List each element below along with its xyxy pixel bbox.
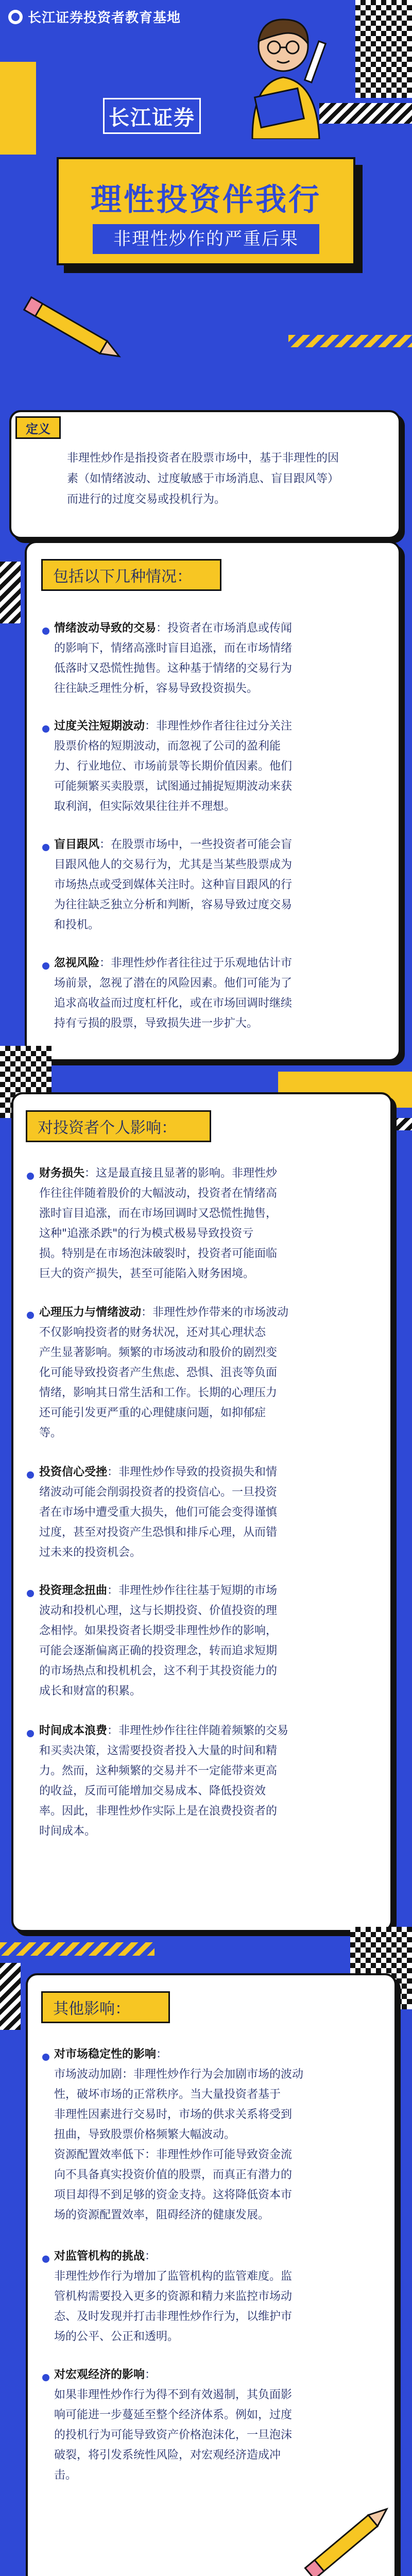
item-line: 绪波动可能会削弱投资者的投资信心。一旦投资 [39, 1486, 278, 1499]
item-line: 这种"追涨杀跌"的行为模式极易导致投资亏 [39, 1227, 254, 1240]
item-line: 巨大的资产损失，甚至可能陷入财务困境。 [39, 1267, 255, 1280]
item-line: 场的公平、公正和透明。 [54, 2330, 179, 2343]
item-line: 扭曲，导致股票价格频繁大幅波动。 [54, 2128, 236, 2141]
item-line: 不仅影响投资者的财务状况，还对其心理状态 [39, 1326, 266, 1339]
item-line: 响可能进一步蔓延至整个经济体系。例如，过度 [54, 2409, 293, 2421]
definition-text [67, 448, 386, 510]
item-line: 力、行业地位、市场前景等长期价值因素。他们 [54, 760, 293, 773]
list-item: 投资理念扭曲：非理性炒作往往基于短期的市场 波动和投机心理，这与长期投资、价值投资的理 念相悖。如果投资者长期受非理性炒作的影响， 可能会逐渐偏离正确的投资理念，转而追求短期 的市场热点和投机机会，这不利于其投资能力的 成长和财富的积累。 [39, 1581, 379, 1701]
list-item: 时间成本浪费：非理性炒作往往伴随着频繁的交易 和买卖决策，这需要投资者投入大量的时间和精 力。然而，这种频繁的交易并不一定能带来更高 的收益，反而可能增加交易成本、降低投资效 率。因此，非理性炒作实际上是在浪费投资者的 时间成本。 [39, 1721, 379, 1841]
item-line: 者在市场中遭受重大损失，他们可能会变得谨慎 [39, 1506, 278, 1519]
item-line: 时间成本。 [39, 1825, 96, 1838]
item-line: 等。 [39, 1427, 62, 1439]
item-line: 项目却得不到足够的资金支持。这将降低资本市 [54, 2189, 293, 2201]
item-line: 的影响下，情绪高涨时盲目追涨，而在市场情绪 [54, 642, 293, 655]
teacher-illustration [221, 10, 350, 139]
item-line: 率。因此，非理性炒作实际上是在浪费投资者的 [39, 1805, 278, 1818]
bullet-icon [27, 1590, 34, 1597]
stripe-decoration [0, 562, 21, 623]
stripe-decoration-yellow [288, 335, 412, 347]
pencil-icon [288, 2494, 407, 2576]
bullet-icon [42, 962, 49, 970]
brand-tag: 长江证券 [103, 98, 201, 134]
item-line: 场前景，忽视了潜在的风险因素。他们可能为了 [54, 977, 293, 990]
item-line: 和买卖决策，这需要投资者投入大量的时间和精 [39, 1744, 278, 1757]
item-line: 低落时又恐慌性抛售。这种基于情绪的交易行为 [54, 662, 293, 675]
item-line: 和投机。 [54, 919, 100, 931]
item-line: 非理性炒作行为增加了监管机构的监管难度。监 [54, 2270, 293, 2283]
item-line: 化可能导致投资者产生焦虑、恐惧、沮丧等负面 [39, 1366, 278, 1379]
item-line: 性，破坏市场的正常秩序。当大量投资者基于 [54, 2088, 281, 2101]
item-line: 波动和投机心理，这与长期投资、价值投资的理 [39, 1604, 278, 1617]
item-line: 资源配置效率低下：非理性炒作可能导致资金流 [54, 2148, 293, 2161]
item-line: 投资者在市场消息或传闻 [167, 622, 293, 635]
list-item: 盲目跟风：在股票市场中，一些投资者可能会盲 目跟风他人的交易行为，尤其是当某些股票成为 市场热点或受到媒体关注时。这种盲目跟风的行 为往往缺乏独立分析和判断，容易导致过度交易 和投机。 [54, 835, 389, 935]
item-line: 这是最直接且显著的影响。非理性炒 [96, 1167, 278, 1180]
item-line: 的投机行为可能导致资产价格泡沫化，一旦泡沫 [54, 2429, 293, 2442]
definition-line: 而进行的过度交易或投机行为。 [67, 493, 226, 506]
checker-decoration [355, 0, 412, 98]
section3-title: 其他影响： [41, 1991, 170, 2023]
item-line: 可能频繁买卖股票，试图通过捕捉短期波动来获 [54, 780, 293, 793]
item-line: 还可能引发更严重的心理健康问题，如抑郁症 [39, 1406, 266, 1419]
list-item: 对监管机构的挑战： 非理性炒作行为增加了监管机构的监管难度。监 管机构需要投入更多的资源和精力来监控市场动 态、及时发现并打击非理性炒作行为，以维护市 场的公平、公正和透明。 [54, 2246, 384, 2347]
logo-icon [8, 10, 23, 24]
item-line: 的收益，反而可能增加交易成本、降低投资效 [39, 1785, 266, 1798]
yellow-block-decoration [0, 62, 36, 155]
item-line: 情绪，影响其日常生活和工作。长期的心理压力 [39, 1386, 278, 1399]
item-line: 追求高收益而过度杠杆化，或在市场回调时继续 [54, 997, 293, 1010]
list-item: 情绪波动导致的交易：投资者在市场消息或传闻 的影响下，情绪高涨时盲目追涨，而在市场情绪 低落时又恐慌性抛售。这种基于情绪的交易行为 往往缺乏理性分析，容易导致投资损失。 [54, 618, 389, 699]
brand-header [8, 7, 181, 26]
item-term: 投资理念扭曲 [39, 1584, 108, 1597]
list-item: 对宏观经济的影响： 如果非理性炒作行为得不到有效遏制，其负面影 响可能进一步蔓延至整个经济体系。例如，过度 的投机行为可能导致资产价格泡沫化，一旦泡沫 破裂，将引发系统性风险，对宏观经济造成冲 击。 [54, 2365, 384, 2485]
bullet-icon [42, 725, 49, 733]
brand-name: 长江证券投资者教育基地 [28, 10, 181, 26]
item-line: 目跟风他人的交易行为，尤其是当某些股票成为 [54, 858, 293, 871]
item-term: 过度关注短期波动 [54, 720, 145, 733]
bullet-icon [27, 1471, 34, 1479]
bullet-icon [27, 1312, 34, 1319]
item-line: 持有亏损的股票，导致损失进一步扩大。 [54, 1017, 259, 1030]
item-line: 可能会逐渐偏离正确的投资理念，转而追求短期 [39, 1645, 278, 1657]
item-line: 非理性炒作者往往过于乐观地估计市 [111, 957, 293, 970]
item-line: 向不具备真实投资价值的股票，而真正有潜力的 [54, 2168, 293, 2181]
list-item: 财务损失：这是最直接且显著的影响。非理性炒 作往往伴随着股价的大幅波动，投资者在情绪高 涨时盲目追涨，而在市场回调时又恐慌性抛售， 这种"追涨杀跌"的行为模式极易导致投资亏 损。特别是在市场泡沫破裂时，投资者可能面临 巨大的资产损失，甚至可能陷入财务困境。 [39, 1163, 379, 1284]
item-term: 忽视风险 [54, 957, 100, 970]
item-line: 念相悖。如果投资者长期受非理性炒作的影响， [39, 1624, 278, 1637]
definition-line: 非理性炒作是指投资者在股票市场中，基于非理性的因 [67, 452, 339, 465]
item-line: 市场热点或受到媒体关注时。这种盲目跟风的行 [54, 878, 293, 891]
item-line: 股票价格的短期波动，而忽视了公司的盈利能 [54, 740, 281, 753]
item-line: 非理性炒作往往伴随着频繁的交易 [118, 1724, 289, 1737]
item-term: 时间成本浪费 [39, 1724, 108, 1737]
list-item: 投资信心受挫：非理性炒作导致的投资损失和情 绪波动可能会削弱投资者的投资信心。一旦投资 者在市场中遭受重大损失，他们可能会变得谨慎 过度，甚至对投资产生恐惧和排斥心理，从而错 过未来的投资机会。 [39, 1462, 379, 1563]
item-line: 市场波动加剧：非理性炒作行为会加剧市场的波动 [54, 2068, 304, 2081]
item-line: 态、及时发现并打击非理性炒作行为，以维护市 [54, 2310, 293, 2323]
bullet-icon [42, 844, 49, 851]
item-term: 情绪波动导致的交易 [54, 622, 157, 635]
bullet-icon [27, 1173, 34, 1180]
item-line: 非理性炒作者往往过分关注 [156, 720, 293, 733]
item-line: 击。 [54, 2469, 77, 2482]
definition-line: 素（如情绪波动、过度敏感于市场消息、盲目跟风等） [67, 472, 339, 485]
item-line: 成长和财富的积累。 [39, 1685, 142, 1698]
list-item: 对市场稳定性的影响： 市场波动加剧：非理性炒作行为会加剧市场的波动 性，破坏市场的正常秩序。当大量投资者基于 非理性因素进行交易时，市场的供求关系将受到 扭曲，导致股票价格频繁大幅波动。 资源配置效率低下：非理性炒作可能导致资金流 向不具备真实投资价值的股票，而真正有潜力的 项目却得不到足够的资金支持。这将降低资本市 场的资源配置效率，阻碍经济的健康发展。 [54, 2044, 384, 2225]
item-line: 作往往伴随着股价的大幅波动，投资者在情绪高 [39, 1187, 278, 1200]
item-term: 投资信心受挫 [39, 1466, 108, 1479]
item-term: 心理压力与情绪波动 [39, 1306, 142, 1319]
pencil-icon [10, 289, 134, 371]
stripe-decoration [0, 1963, 21, 2030]
list-item: 忽视风险：非理性炒作者往往过于乐观地估计市 场前景，忽视了潜在的风险因素。他们可能为了 追求高收益而过度杠杆化，或在市场回调时继续 持有亏损的股票，导致损失进一步扩大。 [54, 953, 389, 1033]
item-line: 取利润，但实际效果往往并不理想。 [54, 800, 236, 813]
item-line: 涨时盲目追涨，而在市场回调时又恐慌性抛售， [39, 1207, 278, 1220]
section2-title: 对投资者个人影响： [26, 1110, 211, 1142]
item-line: 管机构需要投入更多的资源和精力来监控市场动 [54, 2290, 293, 2303]
item-line: 往往缺乏理性分析，容易导致投资损失。 [54, 682, 259, 695]
item-line: 力。然而，这种频繁的交易并不一定能带来更高 [39, 1765, 278, 1777]
page-title: 理性投资伴我行 [91, 182, 321, 218]
item-line: 产生显著影响。频繁的市场波动和股价的剧烈变 [39, 1346, 278, 1359]
bullet-icon [42, 2374, 49, 2381]
item-line: 破裂，将引发系统性风险，对宏观经济造成冲 [54, 2449, 281, 2462]
item-line: 非理性因素进行交易时，市场的供求关系将受到 [54, 2108, 293, 2121]
list-item: 心理压力与情绪波动：非理性炒作带来的市场波动 不仅影响投资者的财务状况，还对其心理状态 产生显著影响。频繁的市场波动和股价的剧烈变 化可能导致投资者产生焦虑、恐惧、沮丧等负面 情绪，影响其日常生活和工作。长期的心理压力 还可能引发更严重的心理健康问题，如抑郁症 等。 [39, 1302, 379, 1443]
item-line: 非理性炒作往往基于短期的市场 [118, 1584, 278, 1597]
item-line: 在股票市场中，一些投资者可能会盲 [111, 838, 293, 851]
bullet-icon [42, 2054, 49, 2061]
item-line: 为往往缺乏独立分析和判断，容易导致过度交易 [54, 899, 293, 911]
item-line: 场的资源配置效率，阻碍经济的健康发展。 [54, 2209, 270, 2222]
bullet-icon [42, 2256, 49, 2263]
item-line: 非理性炒作带来的市场波动 [152, 1306, 289, 1319]
bullet-icon [42, 628, 49, 635]
item-line: 损。特别是在市场泡沫破裂时，投资者可能面临 [39, 1247, 278, 1260]
item-term: 财务损失 [39, 1167, 85, 1180]
stripe-decoration-yellow [0, 1942, 154, 1956]
list-item: 过度关注短期波动：非理性炒作者往往过分关注 股票价格的短期波动，而忽视了公司的盈利能 力、行业地位、市场前景等长期价值因素。他们 可能频繁买卖股票，试图通过捕捉短期波动来获 取利润，但实际效果往往并不理想。 [54, 716, 389, 817]
bullet-icon [27, 1730, 34, 1737]
item-term: 对市场稳定性的影响 [54, 2048, 157, 2061]
item-term: 对宏观经济的影响 [54, 2368, 145, 2381]
item-line: 非理性炒作导致的投资损失和情 [118, 1466, 278, 1479]
item-line: 过未来的投资机会。 [39, 1546, 142, 1559]
item-term: 对监管机构的挑战 [54, 2250, 145, 2263]
page-subtitle: 非理性炒作的严重后果 [93, 224, 319, 254]
item-term: 盲目跟风 [54, 838, 100, 851]
definition-label: 定义 [15, 416, 61, 439]
item-line: 过度，甚至对投资产生恐惧和排斥心理，从而错 [39, 1526, 278, 1539]
section1-title: 包括以下几种情况： [41, 559, 221, 591]
item-line: 的市场热点和投机机会，这不利于其投资能力的 [39, 1665, 278, 1677]
item-line: 如果非理性炒作行为得不到有效遏制，其负面影 [54, 2388, 293, 2401]
